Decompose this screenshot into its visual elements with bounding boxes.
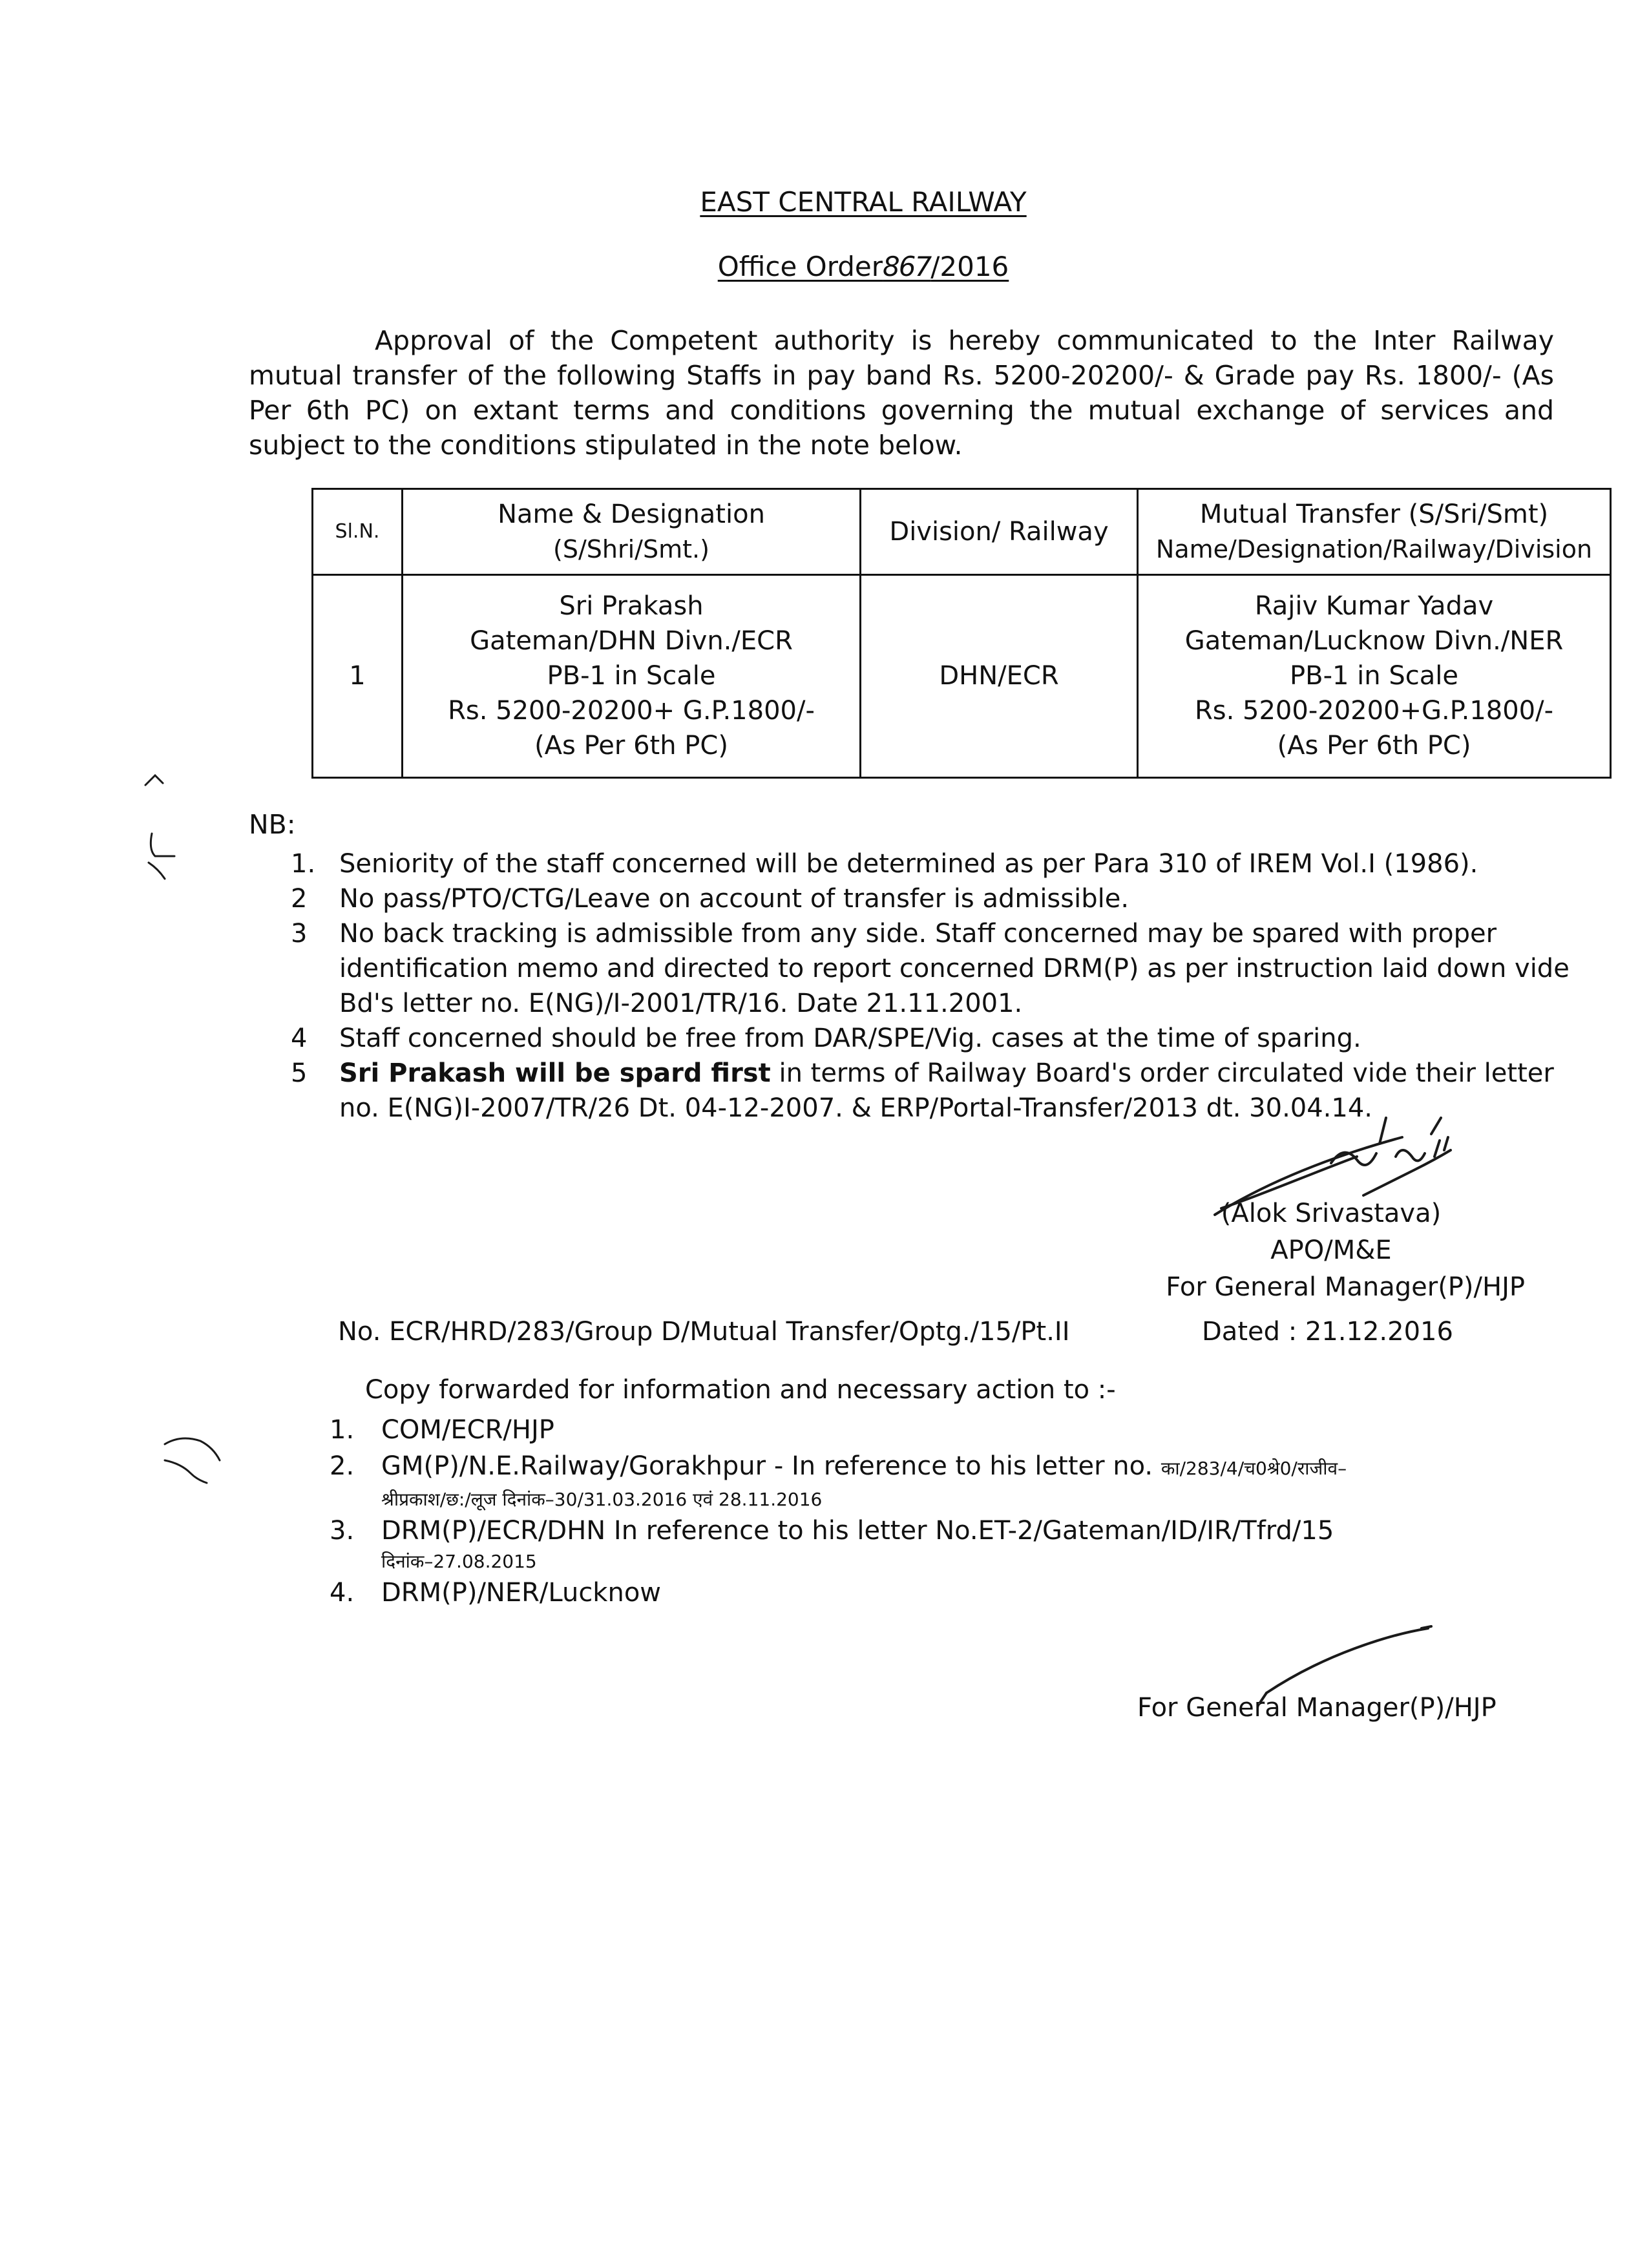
note-item: 5 Sri Prakash will be spard first in terms of Railway Board's order circulated vide their letter no. E(NG)I-2007/TR/26 Dt. 04-12-2007. & ERP/Portal-Transfer/2013 dt. 30.04.14. xyxy=(291,1058,1554,1123)
signatory-for-line: For General Manager(P)/HJP xyxy=(1166,1272,1525,1302)
signatory-designation: APO/M&E xyxy=(1270,1235,1392,1265)
copy-item: 2. GM(P)/N.E.Railway/Gorakhpur - In reference to his letter no. का/283/4/च0श्रे0/राजीव– श्रीप्रकाश/छ:/लूज दिनांक–30/31.03.2016 एवं 28.11.2016 xyxy=(330,1451,1347,1510)
cell-sn: 1 xyxy=(313,574,403,777)
handwritten-signature-2 xyxy=(1260,1626,1431,1703)
cell-mutual-transfer: Rajiv Kumar Yadav Gateman/Lucknow Divn./NER PB-1 in Scale Rs. 5200-20200+G.P.1800/- (As Per 6th PC) xyxy=(1138,574,1611,777)
order-number: 867 xyxy=(883,251,931,282)
cell-division: DHN/ECR xyxy=(861,574,1138,777)
reference-number: No. ECR/HRD/283/Group D/Mutual Transfer/Optg./15/Pt.II xyxy=(338,1317,1070,1347)
note-item: 3 No back tracking is admissible from any side. Staff concerned may be spared with proper identification memo and directed to report concerned DRM(P) as per instruction laid down vide Bd's letter no. E(NG)/I-2001/TR/16. Date 21.11.2001. xyxy=(291,919,1570,1018)
copy-item: 4. DRM(P)/NER/Lucknow xyxy=(330,1578,662,1608)
signatory-name: (Alok Srivastava) xyxy=(1221,1199,1442,1228)
handwritten-signature-1 xyxy=(1215,1118,1451,1215)
note-item: 2 No pass/PTO/CTG/Leave on account of transfer is admissible. xyxy=(291,884,1129,914)
header-division: Division/ Railway xyxy=(861,489,1138,575)
note-item: 1. Seniority of the staff concerned will be determined as per Para 310 of IREM Vol.I (1986). xyxy=(291,849,1478,879)
copy-item: 3. DRM(P)/ECR/DHN In reference to his letter No.ET-2/Gateman/ID/IR/Tfrd/15 दिनांक–27.08.2015 xyxy=(330,1516,1334,1572)
copy-forwarded-intro: Copy forwarded for information and necessary action to :- xyxy=(365,1375,1116,1405)
cell-name-designation: Sri Prakash Gateman/DHN Divn./ECR PB-1 in Scale Rs. 5200-20200+ G.P.1800/- (As Per 6th PC) xyxy=(403,574,861,777)
office-order-title: Office Order867/2016 xyxy=(717,251,1009,282)
margin-tick-marks xyxy=(145,775,220,1483)
intro-paragraph: Approval of the Competent authority is hereby communicated to the Inter Railway mutual transfer of the following Staffs in pay band Rs. 5200-20200/- & Grade pay Rs. 1800/- (As Per 6th PC) on extant terms and conditions governing the mutual exchange of services and subject to the conditions stipulated in the note below. xyxy=(249,325,1554,461)
organization-title: EAST CENTRAL RAILWAY xyxy=(700,186,1027,218)
note-item: 4 Staff concerned should be free from DAR/SPE/Vig. cases at the time of sparing. xyxy=(291,1024,1361,1053)
header-name-designation: Name & Designation (S/Shri/Smt.) xyxy=(403,489,861,575)
copy-signatory-for-line: For General Manager(P)/HJP xyxy=(1137,1693,1497,1723)
header-sn: Sl.N. xyxy=(313,489,403,575)
nb-label: NB: xyxy=(249,809,296,840)
reference-date: Dated : 21.12.2016 xyxy=(1202,1317,1453,1347)
copy-item: 1. COM/ECR/HJP xyxy=(330,1415,554,1445)
header-mutual-transfer: Mutual Transfer (S/Sri/Smt) Name/Designation/Railway/Division xyxy=(1138,489,1611,575)
